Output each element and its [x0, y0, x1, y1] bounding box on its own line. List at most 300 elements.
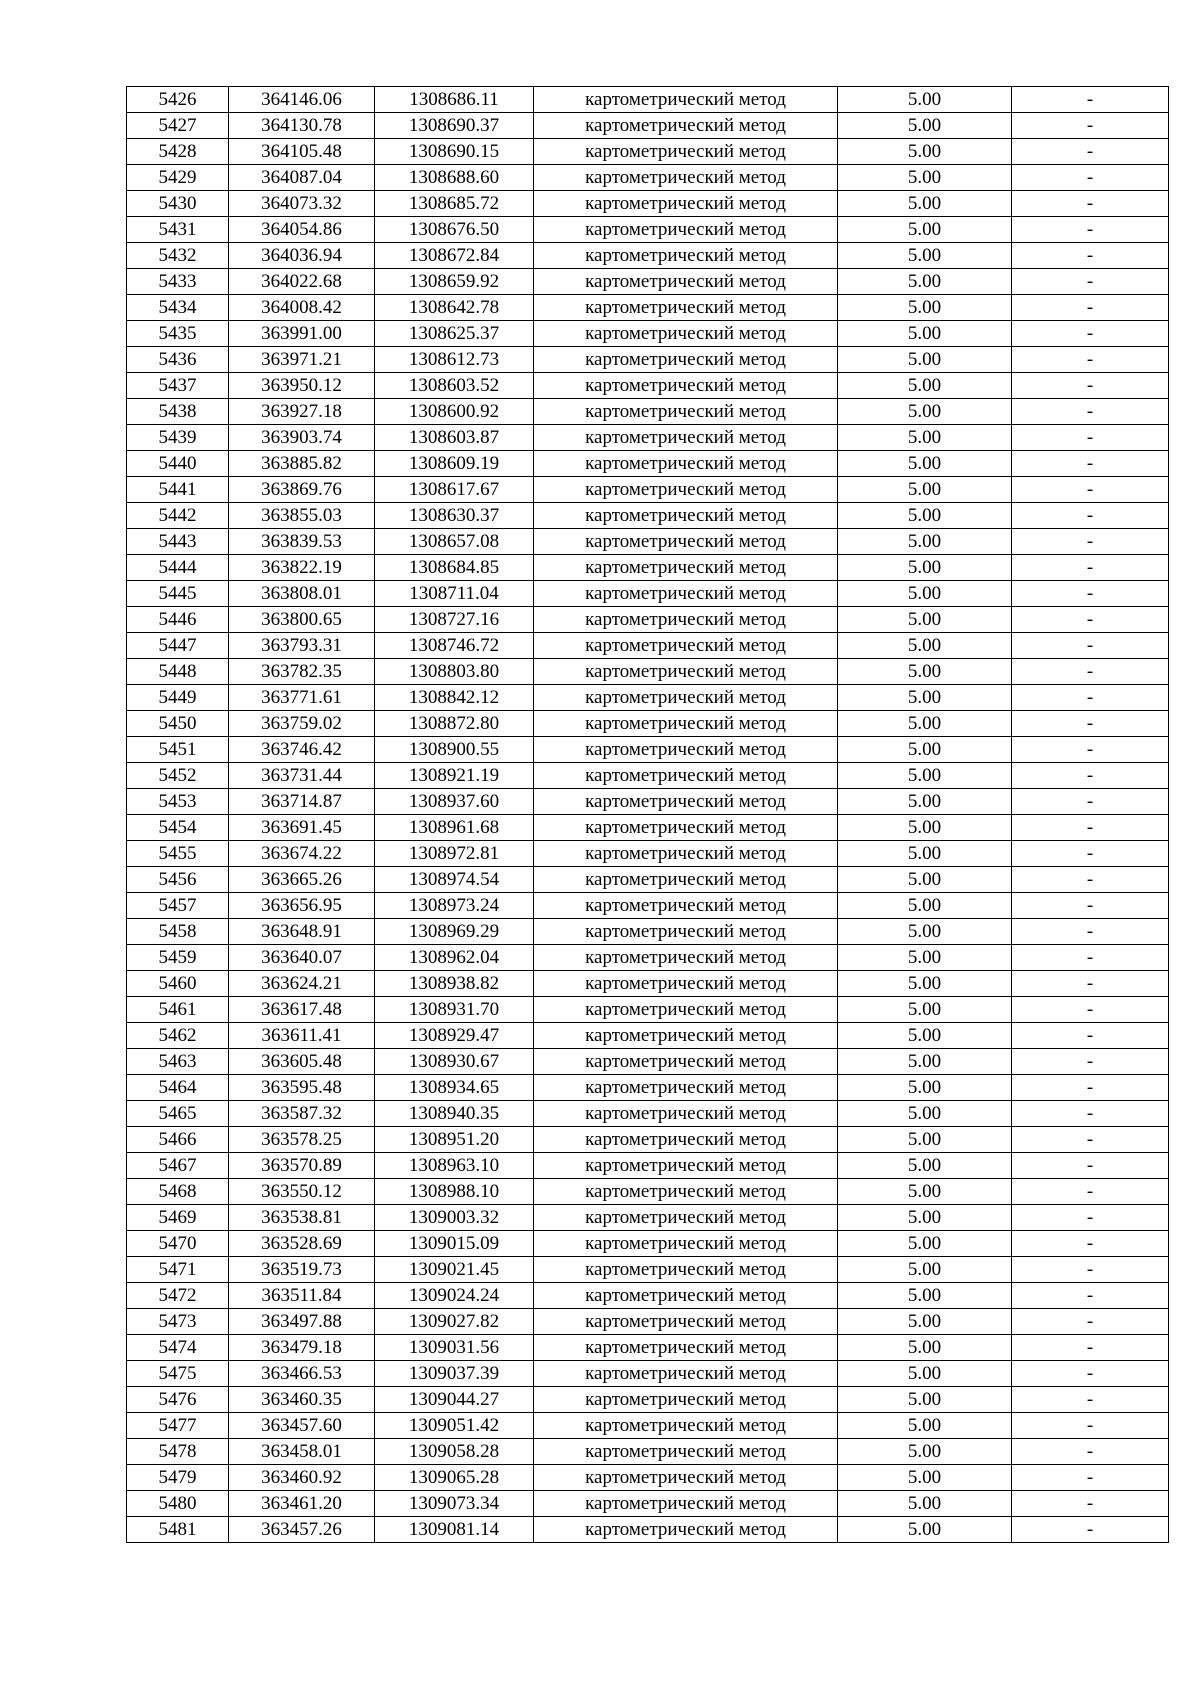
y-coordinate-cell: 1308603.52 — [375, 373, 534, 399]
x-coordinate-cell: 363611.41 — [229, 1023, 375, 1049]
x-coordinate-cell: 363771.61 — [229, 685, 375, 711]
point-number-cell: 5444 — [127, 555, 229, 581]
accuracy-cell: 5.00 — [838, 867, 1012, 893]
y-coordinate-cell: 1308685.72 — [375, 191, 534, 217]
accuracy-cell: 5.00 — [838, 1465, 1012, 1491]
description-cell: - — [1012, 997, 1169, 1023]
x-coordinate-cell: 364008.42 — [229, 295, 375, 321]
table-row — [127, 113, 1169, 139]
x-coordinate-cell: 363624.21 — [229, 971, 375, 997]
table-row — [127, 1387, 1169, 1413]
y-coordinate-cell: 1308603.87 — [375, 425, 534, 451]
table-row — [127, 711, 1169, 737]
point-number-cell: 5443 — [127, 529, 229, 555]
accuracy-cell: 5.00 — [838, 503, 1012, 529]
table-row — [127, 919, 1169, 945]
x-coordinate-cell: 363460.92 — [229, 1465, 375, 1491]
description-cell: - — [1012, 1101, 1169, 1127]
point-number-cell: 5437 — [127, 373, 229, 399]
x-coordinate-cell: 364054.86 — [229, 217, 375, 243]
description-cell: - — [1012, 1439, 1169, 1465]
x-coordinate-cell: 363991.00 — [229, 321, 375, 347]
y-coordinate-cell: 1308684.85 — [375, 555, 534, 581]
description-cell: - — [1012, 607, 1169, 633]
y-coordinate-cell: 1308672.84 — [375, 243, 534, 269]
point-number-cell: 5478 — [127, 1439, 229, 1465]
method-cell: картометрический метод — [534, 919, 838, 945]
method-cell: картометрический метод — [534, 87, 838, 113]
x-coordinate-cell: 363640.07 — [229, 945, 375, 971]
table-row — [127, 1179, 1169, 1205]
y-coordinate-cell: 1309031.56 — [375, 1335, 534, 1361]
y-coordinate-cell: 1308969.29 — [375, 919, 534, 945]
point-number-cell: 5428 — [127, 139, 229, 165]
accuracy-cell: 5.00 — [838, 1049, 1012, 1075]
accuracy-cell: 5.00 — [838, 971, 1012, 997]
accuracy-cell: 5.00 — [838, 1413, 1012, 1439]
method-cell: картометрический метод — [534, 685, 838, 711]
method-cell: картометрический метод — [534, 555, 838, 581]
table-row — [127, 815, 1169, 841]
accuracy-cell: 5.00 — [838, 1439, 1012, 1465]
table-row — [127, 633, 1169, 659]
method-cell: картометрический метод — [534, 1023, 838, 1049]
x-coordinate-cell: 363822.19 — [229, 555, 375, 581]
y-coordinate-cell: 1308921.19 — [375, 763, 534, 789]
description-cell: - — [1012, 477, 1169, 503]
table-row — [127, 1361, 1169, 1387]
y-coordinate-cell: 1308617.67 — [375, 477, 534, 503]
method-cell: картометрический метод — [534, 1127, 838, 1153]
table-row — [127, 191, 1169, 217]
table-row — [127, 347, 1169, 373]
description-cell: - — [1012, 87, 1169, 113]
table-row — [127, 997, 1169, 1023]
x-coordinate-cell: 363479.18 — [229, 1335, 375, 1361]
description-cell: - — [1012, 1257, 1169, 1283]
y-coordinate-cell: 1308961.68 — [375, 815, 534, 841]
x-coordinate-cell: 363665.26 — [229, 867, 375, 893]
table-row — [127, 217, 1169, 243]
description-cell: - — [1012, 1075, 1169, 1101]
point-number-cell: 5475 — [127, 1361, 229, 1387]
method-cell: картометрический метод — [534, 425, 838, 451]
y-coordinate-cell: 1308642.78 — [375, 295, 534, 321]
accuracy-cell: 5.00 — [838, 789, 1012, 815]
accuracy-cell: 5.00 — [838, 113, 1012, 139]
method-cell: картометрический метод — [534, 191, 838, 217]
x-coordinate-cell: 363578.25 — [229, 1127, 375, 1153]
point-number-cell: 5461 — [127, 997, 229, 1023]
method-cell: картометрический метод — [534, 971, 838, 997]
description-cell: - — [1012, 1283, 1169, 1309]
point-number-cell: 5474 — [127, 1335, 229, 1361]
method-cell: картометрический метод — [534, 1413, 838, 1439]
x-coordinate-cell: 363648.91 — [229, 919, 375, 945]
point-number-cell: 5449 — [127, 685, 229, 711]
method-cell: картометрический метод — [534, 1439, 838, 1465]
x-coordinate-cell: 364105.48 — [229, 139, 375, 165]
description-cell: - — [1012, 1335, 1169, 1361]
method-cell: картометрический метод — [534, 893, 838, 919]
table-row — [127, 1023, 1169, 1049]
method-cell: картометрический метод — [534, 165, 838, 191]
accuracy-cell: 5.00 — [838, 529, 1012, 555]
description-cell: - — [1012, 633, 1169, 659]
description-cell: - — [1012, 139, 1169, 165]
table-row — [127, 503, 1169, 529]
point-number-cell: 5434 — [127, 295, 229, 321]
table-row — [127, 607, 1169, 633]
description-cell: - — [1012, 815, 1169, 841]
table-row — [127, 1439, 1169, 1465]
method-cell: картометрический метод — [534, 243, 838, 269]
description-cell: - — [1012, 711, 1169, 737]
x-coordinate-cell: 363511.84 — [229, 1283, 375, 1309]
y-coordinate-cell: 1308962.04 — [375, 945, 534, 971]
y-coordinate-cell: 1309051.42 — [375, 1413, 534, 1439]
point-number-cell: 5456 — [127, 867, 229, 893]
table-row — [127, 269, 1169, 295]
accuracy-cell: 5.00 — [838, 1491, 1012, 1517]
table-row — [127, 451, 1169, 477]
point-number-cell: 5435 — [127, 321, 229, 347]
table-row — [127, 763, 1169, 789]
method-cell: картометрический метод — [534, 451, 838, 477]
accuracy-cell: 5.00 — [838, 425, 1012, 451]
method-cell: картометрический метод — [534, 1231, 838, 1257]
y-coordinate-cell: 1308929.47 — [375, 1023, 534, 1049]
point-number-cell: 5460 — [127, 971, 229, 997]
description-cell: - — [1012, 295, 1169, 321]
x-coordinate-cell: 363461.20 — [229, 1491, 375, 1517]
table-row — [127, 295, 1169, 321]
table-row — [127, 1517, 1169, 1543]
coordinates-table — [126, 86, 1169, 1543]
x-coordinate-cell: 363839.53 — [229, 529, 375, 555]
description-cell: - — [1012, 529, 1169, 555]
y-coordinate-cell: 1309021.45 — [375, 1257, 534, 1283]
method-cell: картометрический метод — [534, 1075, 838, 1101]
table-row — [127, 477, 1169, 503]
point-number-cell: 5477 — [127, 1413, 229, 1439]
y-coordinate-cell: 1308686.11 — [375, 87, 534, 113]
x-coordinate-cell: 363595.48 — [229, 1075, 375, 1101]
point-number-cell: 5438 — [127, 399, 229, 425]
accuracy-cell: 5.00 — [838, 1127, 1012, 1153]
x-coordinate-cell: 364036.94 — [229, 243, 375, 269]
point-number-cell: 5448 — [127, 659, 229, 685]
y-coordinate-cell: 1308625.37 — [375, 321, 534, 347]
description-cell: - — [1012, 737, 1169, 763]
point-number-cell: 5431 — [127, 217, 229, 243]
point-number-cell: 5436 — [127, 347, 229, 373]
table-row — [127, 1335, 1169, 1361]
table-row — [127, 893, 1169, 919]
description-cell: - — [1012, 1309, 1169, 1335]
description-cell: - — [1012, 451, 1169, 477]
y-coordinate-cell: 1309015.09 — [375, 1231, 534, 1257]
method-cell: картометрический метод — [534, 945, 838, 971]
accuracy-cell: 5.00 — [838, 1361, 1012, 1387]
x-coordinate-cell: 363885.82 — [229, 451, 375, 477]
method-cell: картометрический метод — [534, 321, 838, 347]
point-number-cell: 5472 — [127, 1283, 229, 1309]
accuracy-cell: 5.00 — [838, 217, 1012, 243]
table-row — [127, 971, 1169, 997]
y-coordinate-cell: 1308600.92 — [375, 399, 534, 425]
accuracy-cell: 5.00 — [838, 841, 1012, 867]
table-row — [127, 789, 1169, 815]
y-coordinate-cell: 1309044.27 — [375, 1387, 534, 1413]
x-coordinate-cell: 363950.12 — [229, 373, 375, 399]
description-cell: - — [1012, 685, 1169, 711]
method-cell: картометрический метод — [534, 763, 838, 789]
y-coordinate-cell: 1308711.04 — [375, 581, 534, 607]
method-cell: картометрический метод — [534, 1309, 838, 1335]
description-cell: - — [1012, 919, 1169, 945]
accuracy-cell: 5.00 — [838, 1101, 1012, 1127]
accuracy-cell: 5.00 — [838, 711, 1012, 737]
method-cell: картометрический метод — [534, 139, 838, 165]
y-coordinate-cell: 1308690.15 — [375, 139, 534, 165]
point-number-cell: 5464 — [127, 1075, 229, 1101]
x-coordinate-cell: 363617.48 — [229, 997, 375, 1023]
method-cell: картометрический метод — [534, 295, 838, 321]
x-coordinate-cell: 363808.01 — [229, 581, 375, 607]
x-coordinate-cell: 363793.31 — [229, 633, 375, 659]
point-number-cell: 5440 — [127, 451, 229, 477]
table-row — [127, 1075, 1169, 1101]
table-row — [127, 555, 1169, 581]
description-cell: - — [1012, 555, 1169, 581]
point-number-cell: 5463 — [127, 1049, 229, 1075]
description-cell: - — [1012, 1231, 1169, 1257]
point-number-cell: 5468 — [127, 1179, 229, 1205]
description-cell: - — [1012, 1465, 1169, 1491]
method-cell: картометрический метод — [534, 997, 838, 1023]
point-number-cell: 5453 — [127, 789, 229, 815]
y-coordinate-cell: 1308972.81 — [375, 841, 534, 867]
point-number-cell: 5457 — [127, 893, 229, 919]
table-row — [127, 841, 1169, 867]
accuracy-cell: 5.00 — [838, 1205, 1012, 1231]
y-coordinate-cell: 1308988.10 — [375, 1179, 534, 1205]
method-cell: картометрический метод — [534, 1101, 838, 1127]
description-cell: - — [1012, 867, 1169, 893]
description-cell: - — [1012, 971, 1169, 997]
accuracy-cell: 5.00 — [838, 165, 1012, 191]
table-row — [127, 737, 1169, 763]
accuracy-cell: 5.00 — [838, 607, 1012, 633]
description-cell: - — [1012, 399, 1169, 425]
table-body — [127, 87, 1169, 1543]
x-coordinate-cell: 363466.53 — [229, 1361, 375, 1387]
method-cell: картометрический метод — [534, 1179, 838, 1205]
x-coordinate-cell: 363903.74 — [229, 425, 375, 451]
method-cell: картометрический метод — [534, 633, 838, 659]
table-row — [127, 685, 1169, 711]
y-coordinate-cell: 1309081.14 — [375, 1517, 534, 1543]
point-number-cell: 5469 — [127, 1205, 229, 1231]
point-number-cell: 5430 — [127, 191, 229, 217]
accuracy-cell: 5.00 — [838, 451, 1012, 477]
x-coordinate-cell: 363927.18 — [229, 399, 375, 425]
table-row — [127, 1257, 1169, 1283]
method-cell: картометрический метод — [534, 269, 838, 295]
y-coordinate-cell: 1308727.16 — [375, 607, 534, 633]
method-cell: картометрический метод — [534, 659, 838, 685]
table-row — [127, 867, 1169, 893]
method-cell: картометрический метод — [534, 1153, 838, 1179]
description-cell: - — [1012, 1205, 1169, 1231]
x-coordinate-cell: 363714.87 — [229, 789, 375, 815]
method-cell: картометрический метод — [534, 477, 838, 503]
description-cell: - — [1012, 1361, 1169, 1387]
table-row — [127, 1413, 1169, 1439]
table-row — [127, 165, 1169, 191]
accuracy-cell: 5.00 — [838, 581, 1012, 607]
accuracy-cell: 5.00 — [838, 1179, 1012, 1205]
point-number-cell: 5442 — [127, 503, 229, 529]
description-cell: - — [1012, 1179, 1169, 1205]
description-cell: - — [1012, 659, 1169, 685]
table-row — [127, 1127, 1169, 1153]
accuracy-cell: 5.00 — [838, 1517, 1012, 1543]
accuracy-cell: 5.00 — [838, 243, 1012, 269]
description-cell: - — [1012, 1023, 1169, 1049]
table-row — [127, 1283, 1169, 1309]
y-coordinate-cell: 1309065.28 — [375, 1465, 534, 1491]
table-row — [127, 1309, 1169, 1335]
x-coordinate-cell: 363460.35 — [229, 1387, 375, 1413]
accuracy-cell: 5.00 — [838, 997, 1012, 1023]
accuracy-cell: 5.00 — [838, 295, 1012, 321]
y-coordinate-cell: 1308657.08 — [375, 529, 534, 555]
accuracy-cell: 5.00 — [838, 321, 1012, 347]
x-coordinate-cell: 363782.35 — [229, 659, 375, 685]
description-cell: - — [1012, 945, 1169, 971]
y-coordinate-cell: 1308934.65 — [375, 1075, 534, 1101]
x-coordinate-cell: 363855.03 — [229, 503, 375, 529]
accuracy-cell: 5.00 — [838, 763, 1012, 789]
point-number-cell: 5470 — [127, 1231, 229, 1257]
accuracy-cell: 5.00 — [838, 191, 1012, 217]
table-row — [127, 139, 1169, 165]
table-row — [127, 581, 1169, 607]
y-coordinate-cell: 1308930.67 — [375, 1049, 534, 1075]
y-coordinate-cell: 1308676.50 — [375, 217, 534, 243]
point-number-cell: 5479 — [127, 1465, 229, 1491]
description-cell: - — [1012, 373, 1169, 399]
x-coordinate-cell: 363691.45 — [229, 815, 375, 841]
method-cell: картометрический метод — [534, 1205, 838, 1231]
method-cell: картометрический метод — [534, 789, 838, 815]
table-row — [127, 1153, 1169, 1179]
y-coordinate-cell: 1309003.32 — [375, 1205, 534, 1231]
y-coordinate-cell: 1308938.82 — [375, 971, 534, 997]
y-coordinate-cell: 1308746.72 — [375, 633, 534, 659]
point-number-cell: 5458 — [127, 919, 229, 945]
description-cell: - — [1012, 1517, 1169, 1543]
accuracy-cell: 5.00 — [838, 659, 1012, 685]
description-cell: - — [1012, 269, 1169, 295]
accuracy-cell: 5.00 — [838, 1335, 1012, 1361]
point-number-cell: 5467 — [127, 1153, 229, 1179]
y-coordinate-cell: 1309073.34 — [375, 1491, 534, 1517]
y-coordinate-cell: 1308900.55 — [375, 737, 534, 763]
method-cell: картометрический метод — [534, 1361, 838, 1387]
point-number-cell: 5439 — [127, 425, 229, 451]
table-row — [127, 1465, 1169, 1491]
description-cell: - — [1012, 1127, 1169, 1153]
y-coordinate-cell: 1308612.73 — [375, 347, 534, 373]
x-coordinate-cell: 363457.60 — [229, 1413, 375, 1439]
description-cell: - — [1012, 763, 1169, 789]
point-number-cell: 5445 — [127, 581, 229, 607]
table-row — [127, 399, 1169, 425]
table-row — [127, 87, 1169, 113]
point-number-cell: 5451 — [127, 737, 229, 763]
description-cell: - — [1012, 347, 1169, 373]
y-coordinate-cell: 1308803.80 — [375, 659, 534, 685]
y-coordinate-cell: 1308963.10 — [375, 1153, 534, 1179]
x-coordinate-cell: 364146.06 — [229, 87, 375, 113]
method-cell: картометрический метод — [534, 737, 838, 763]
accuracy-cell: 5.00 — [838, 1257, 1012, 1283]
point-number-cell: 5426 — [127, 87, 229, 113]
method-cell: картометрический метод — [534, 1491, 838, 1517]
x-coordinate-cell: 363457.26 — [229, 1517, 375, 1543]
point-number-cell: 5462 — [127, 1023, 229, 1049]
description-cell: - — [1012, 321, 1169, 347]
x-coordinate-cell: 363656.95 — [229, 893, 375, 919]
y-coordinate-cell: 1309024.24 — [375, 1283, 534, 1309]
description-cell: - — [1012, 1049, 1169, 1075]
x-coordinate-cell: 363587.32 — [229, 1101, 375, 1127]
description-cell: - — [1012, 1153, 1169, 1179]
point-number-cell: 5450 — [127, 711, 229, 737]
method-cell: картометрический метод — [534, 1257, 838, 1283]
description-cell: - — [1012, 191, 1169, 217]
accuracy-cell: 5.00 — [838, 399, 1012, 425]
description-cell: - — [1012, 789, 1169, 815]
accuracy-cell: 5.00 — [838, 893, 1012, 919]
x-coordinate-cell: 363570.89 — [229, 1153, 375, 1179]
point-number-cell: 5459 — [127, 945, 229, 971]
accuracy-cell: 5.00 — [838, 633, 1012, 659]
description-cell: - — [1012, 1413, 1169, 1439]
description-cell: - — [1012, 217, 1169, 243]
point-number-cell: 5466 — [127, 1127, 229, 1153]
x-coordinate-cell: 364087.04 — [229, 165, 375, 191]
x-coordinate-cell: 363869.76 — [229, 477, 375, 503]
y-coordinate-cell: 1309058.28 — [375, 1439, 534, 1465]
method-cell: картометрический метод — [534, 529, 838, 555]
point-number-cell: 5465 — [127, 1101, 229, 1127]
accuracy-cell: 5.00 — [838, 1153, 1012, 1179]
x-coordinate-cell: 363550.12 — [229, 1179, 375, 1205]
accuracy-cell: 5.00 — [838, 1283, 1012, 1309]
x-coordinate-cell: 363759.02 — [229, 711, 375, 737]
table-row — [127, 1101, 1169, 1127]
description-cell: - — [1012, 841, 1169, 867]
accuracy-cell: 5.00 — [838, 1309, 1012, 1335]
x-coordinate-cell: 363528.69 — [229, 1231, 375, 1257]
method-cell: картометрический метод — [534, 1517, 838, 1543]
x-coordinate-cell: 363746.42 — [229, 737, 375, 763]
method-cell: картометрический метод — [534, 1465, 838, 1491]
